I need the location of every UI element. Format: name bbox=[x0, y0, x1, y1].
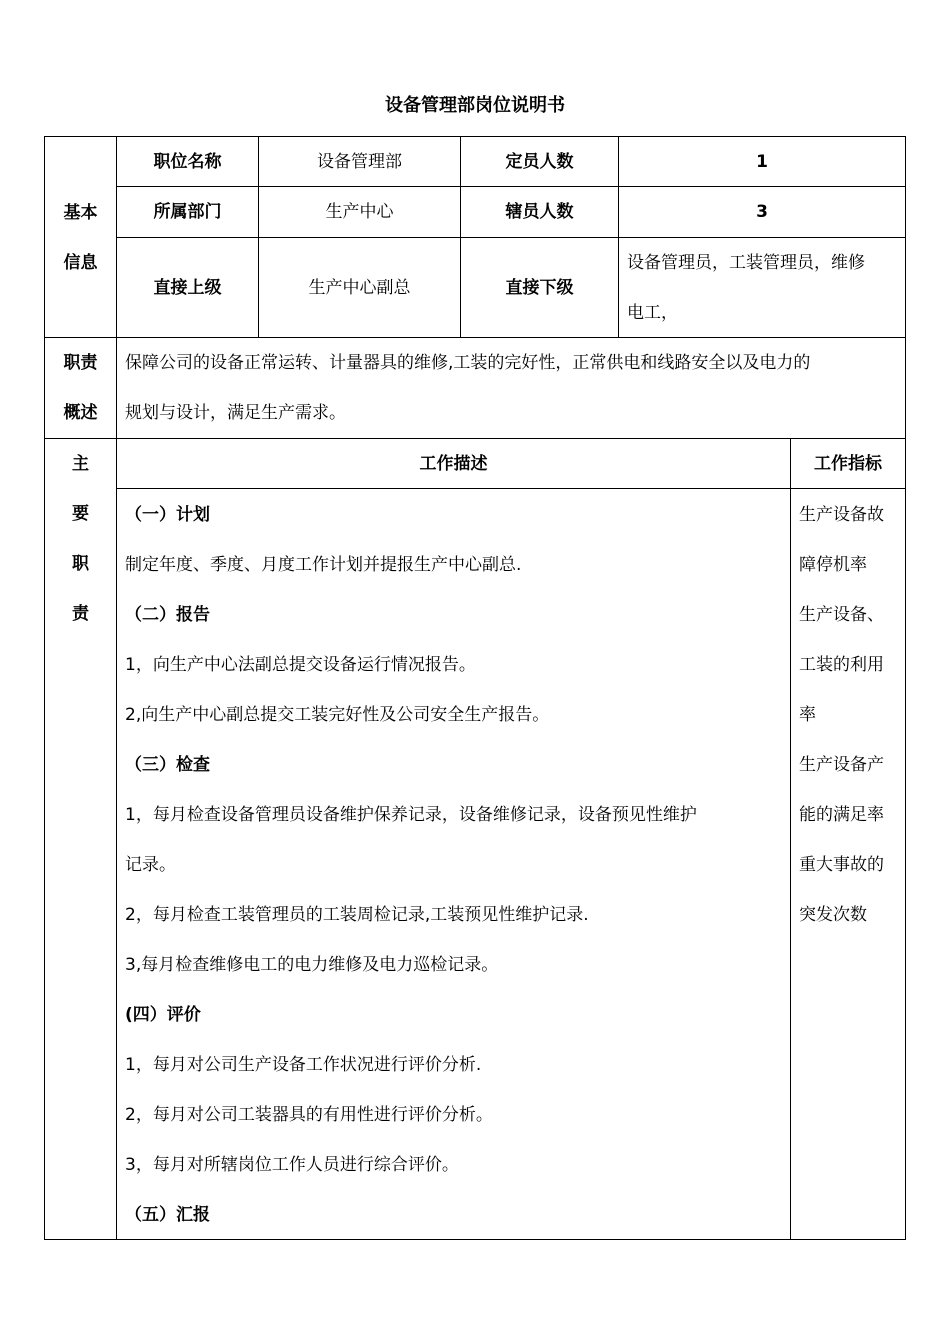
duties-label-char4: 责 bbox=[72, 604, 89, 624]
duty-heading: （三）检查 bbox=[125, 755, 210, 775]
duty-item: 记录。 bbox=[125, 855, 176, 875]
duty-heading: (四）评价 bbox=[125, 1005, 201, 1025]
kpi-line: 率 bbox=[799, 705, 816, 725]
page-title: 设备管理部岗位说明书 bbox=[385, 95, 565, 116]
summary-label bbox=[45, 338, 116, 438]
kpi-line: 工装的利用 bbox=[799, 655, 884, 675]
duty-heading: （一）计划 bbox=[125, 505, 210, 525]
summary-label-line1: 职责 bbox=[63, 353, 98, 373]
department-value: 生产中心 bbox=[325, 202, 394, 222]
direct-superior-label: 直接上级 bbox=[153, 277, 222, 298]
subordinate-count-label: 辖员人数 bbox=[505, 202, 574, 222]
duties-label-char1: 主 bbox=[72, 454, 89, 474]
work-kpi-header: 工作指标 bbox=[814, 453, 882, 474]
work-description-header: 工作描述 bbox=[419, 453, 488, 474]
kpi-line: 突发次数 bbox=[799, 905, 867, 925]
direct-superior-value: 生产中心副总 bbox=[308, 277, 411, 298]
duties-label bbox=[45, 439, 116, 639]
kpi-line: 障停机率 bbox=[799, 555, 867, 575]
summary-text-line2: 规划与设计，满足生产需求。 bbox=[125, 403, 346, 423]
basic-info-label-line2: 信息 bbox=[63, 253, 98, 273]
duty-item: 3,每月检查维修电工的电力维修及电力巡检记录。 bbox=[125, 955, 499, 975]
kpi-line: 生产设备故 bbox=[799, 505, 884, 525]
duties-label-char2: 要 bbox=[72, 504, 89, 524]
kpi-line: 重大事故的 bbox=[799, 855, 884, 875]
direct-subordinate-line2: 电工， bbox=[627, 303, 678, 323]
kpi-line: 生产设备、 bbox=[799, 605, 884, 625]
duty-item: 2，每月对公司工装器具的有用性进行评价分析。 bbox=[125, 1105, 493, 1125]
position-name-value: 设备管理部 bbox=[317, 151, 402, 172]
headcount-value: 1 bbox=[756, 151, 768, 172]
basic-info-label bbox=[45, 188, 116, 288]
duty-item: 1，每月对公司生产设备工作状况进行评价分析. bbox=[125, 1055, 482, 1075]
duty-heading: （五）汇报 bbox=[125, 1205, 210, 1225]
basic-info-label-line1: 基本 bbox=[63, 203, 98, 223]
duty-item: 2,向生产中心副总提交工装完好性及公司安全生产报告。 bbox=[125, 705, 550, 725]
duty-heading: （二）报告 bbox=[125, 605, 210, 625]
subordinate-count-value: 3 bbox=[756, 202, 768, 222]
duty-item: 1，向生产中心法副总提交设备运行情况报告。 bbox=[125, 655, 476, 675]
duty-item: 1，每月检查设备管理员设备维护保养记录，设备维修记录，设备预见性维护 bbox=[125, 805, 697, 825]
headcount-label: 定员人数 bbox=[505, 151, 574, 172]
duty-item: 3，每月对所辖岗位工作人员进行综合评价。 bbox=[125, 1155, 459, 1175]
summary-text-line1: 保障公司的设备正常运转、计量器具的维修,工装的完好性，正常供电和线路安全以及电力的 bbox=[125, 353, 811, 373]
summary-label-line2: 概述 bbox=[63, 403, 98, 423]
department-label: 所属部门 bbox=[153, 202, 222, 222]
duty-item: 2，每月检查工装管理员的工装周检记录,工装预见性维护记录. bbox=[125, 905, 589, 925]
position-name-label: 职位名称 bbox=[153, 151, 222, 172]
kpi-line: 生产设备产 bbox=[799, 755, 884, 775]
direct-subordinate-line1: 设备管理员，工装管理员，维修 bbox=[627, 253, 865, 273]
duties-label-char3: 职 bbox=[72, 554, 89, 574]
direct-subordinate-label: 直接下级 bbox=[505, 277, 574, 298]
duty-item: 制定年度、季度、月度工作计划并提报生产中心副总. bbox=[125, 555, 522, 575]
kpi-line: 能的满足率 bbox=[799, 805, 884, 825]
